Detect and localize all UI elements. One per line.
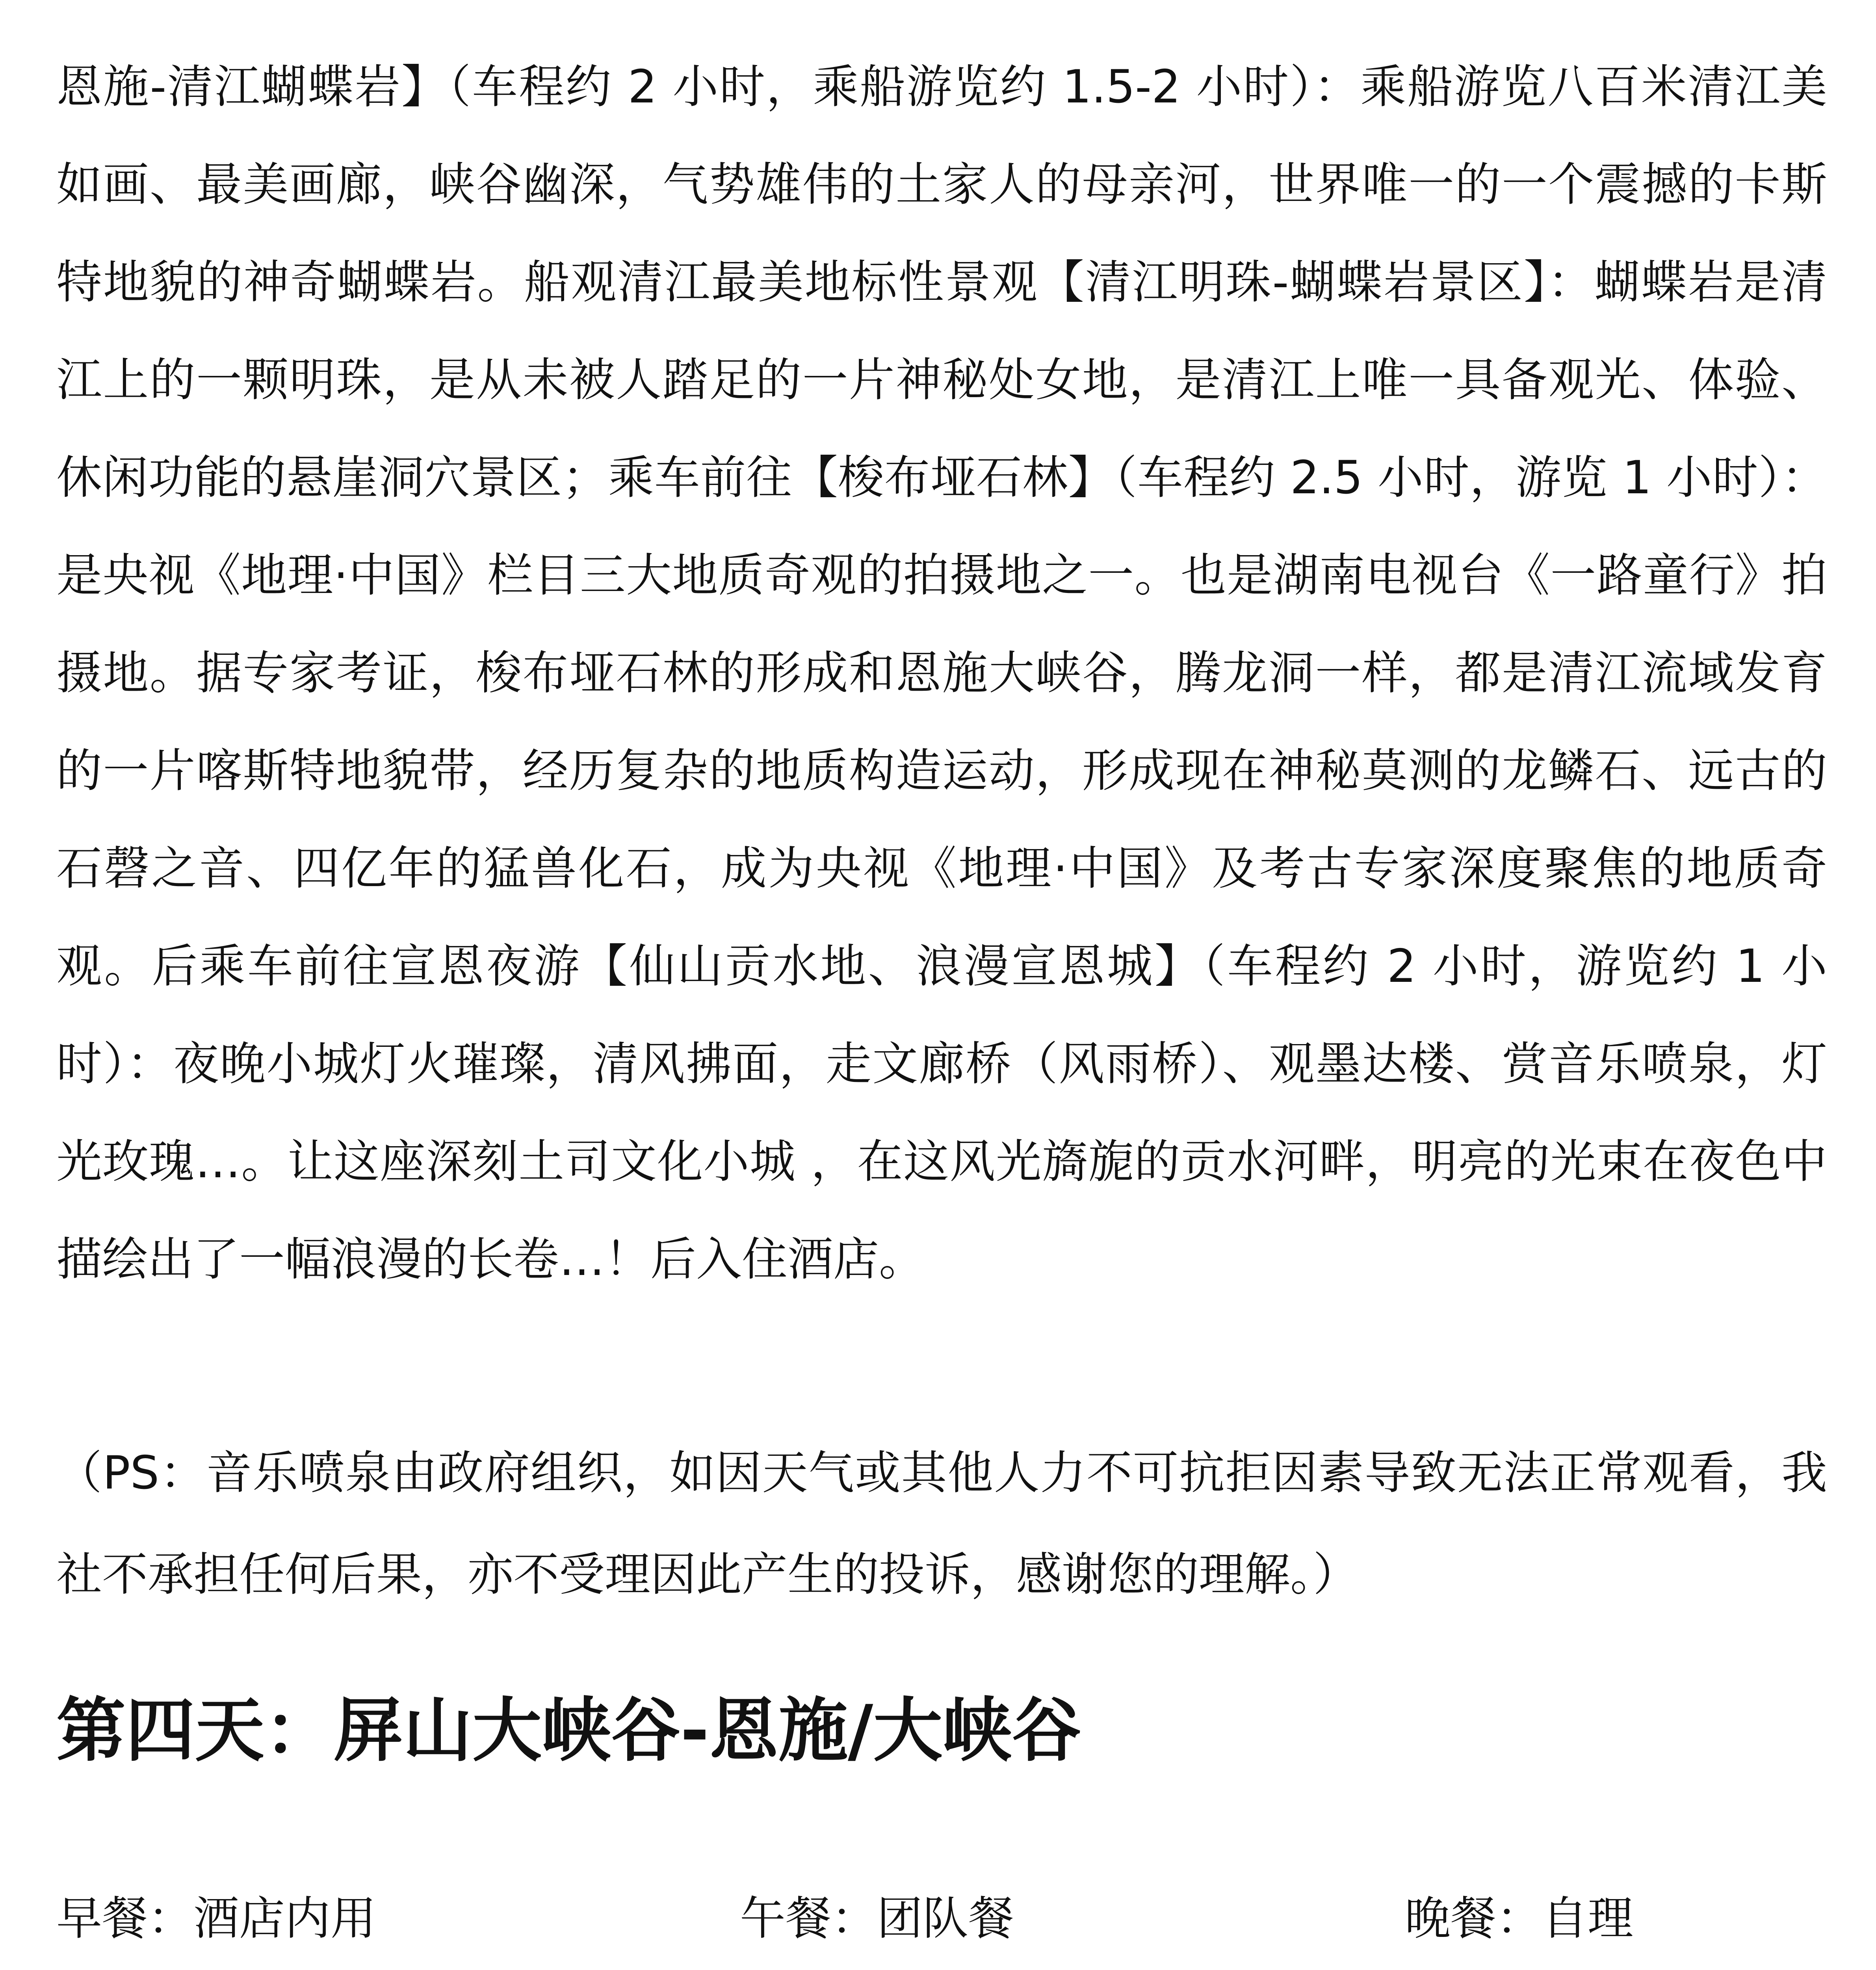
document-page — [56, 0, 1827, 1970]
meal-lunch: 午餐：团队餐 — [740, 1892, 1014, 1945]
ps-note: （PS：音乐喷泉由政府组织，如因天气或其他人力不可抗拒因素导致无法正常观看，我社不承担任何后果，亦不受理因此产生的投诉，感谢您的理解。） — [56, 1446, 1827, 1601]
meal-dinner: 晚餐：自理 — [1405, 1892, 1633, 1945]
meal-breakfast: 早餐：酒店内用 — [56, 1892, 376, 1945]
day4-title: 第四天：屏山大峡谷-恩施/大峡谷 — [56, 1690, 1081, 1771]
meals-row — [56, 1887, 1827, 1950]
intro-paragraph: 恩施-清江蝴蝶岩】（车程约 2 小时，乘船游览约 1.5-2 小时）：乘船游览八百米清江美如画、最美画廊，峡谷幽深，气势雄伟的土家人的母亲河，世界唯一的一个震撼的卡斯特地貌的神奇蝴蝶岩。船观清江最美地标性景观【清江明珠-蝴蝶岩景区】：蝴蝶岩是清江上的一颗明珠，是从未被人踏足的一片神秘处女地，是清江上唯一具备观光、体验、休闲功能的悬崖洞穴景区；乘车前往【梭布垭石林】（车程约 2.5 小时，游览 1 小时）：是央视《地理·中国》栏目三大地质奇观的拍摄地之一。也是湖南电视台《一路童行》拍摄地。据专家考证，梭布垭石林的形成和恩施大峡谷，腾龙洞一样，都是清江流域发育的一片喀斯特地貌带，经历复杂的地质构造运动，形成现在神秘莫测的龙鳞石、远古的石磬之音、四亿年的猛兽化石，成为央视《地理·中国》及考古专家深度聚焦的地质奇观。后乘车前往宣恩夜游【仙山贡水地、浪漫宣恩城】（车程约 2 小时，游览约 1 小时）：夜晚小城灯火璀璨，清风拂面，走文廊桥（风雨桥）、观墨达楼、赏音乐喷泉，灯光玫瑰…。让这座深刻土司文化小城 ，在这风光旖旎的贡水河畔，明亮的光束在夜色中描绘出了一幅浪漫的长卷…！后入住酒店。 — [56, 60, 1827, 1286]
